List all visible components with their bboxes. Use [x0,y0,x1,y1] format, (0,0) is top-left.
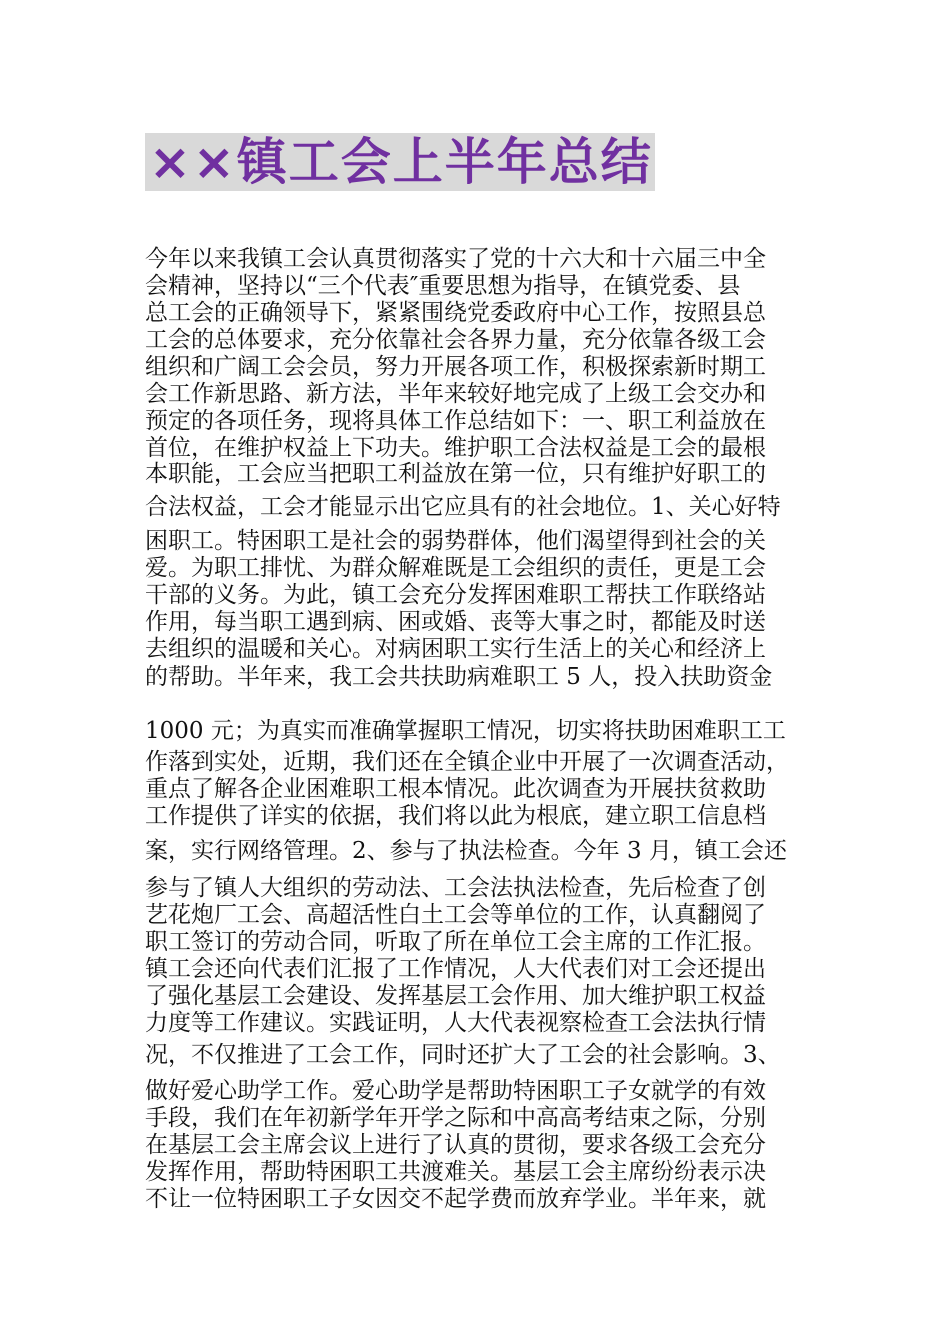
body-text-line: 做好爱心助学工作。爱心助学是帮助特困职工子女就学的有效 [145,1078,766,1104]
body-text-line: 了强化基层工会建设、发挥基层工会作用、加大维护职工权益 [145,983,766,1009]
body-text-line: 本职能，工会应当把职工利益放在第一位，只有维护好职工的 [145,461,766,487]
body-text-line: 参与了镇人大组织的劳动法、工会法执法检查，先后检查了创 [145,875,766,901]
body-text-line: 爱。为职工排忧、为群众解难既是工会组织的责任，更是工会 [145,555,766,581]
body-text-line: 干部的义务。为此，镇工会充分发挥困难职工帮扶工作联络站 [145,582,766,608]
body-text-line: 会工作新思路、新方法，半年来较好地完成了上级工会交办和 [145,381,766,407]
body-text-line: 去组织的温暖和关心。对病困职工实行生活上的关心和经济上 [145,636,766,662]
body-text-line: 预定的各项任务，现将具体工作总结如下：一、职工利益放在 [145,408,766,434]
body-text-line: 力度等工作建议。实践证明，人大代表视察检查工会法执行情 [145,1010,766,1036]
body-text-line: 不让一位特困职工子女因交不起学费而放弃学业。半年来，就 [145,1186,766,1212]
body-text-line: 重点了解各企业困难职工根本情况。此次调查为开展扶贫救助 [145,776,766,802]
body-text-line: 的帮助。半年来，我工会共扶助病难职工 5 人，投入扶助资金 [145,664,773,690]
body-text-line: 今年以来我镇工会认真贯彻落实了党的十六大和十六届三中全 [145,246,766,272]
body-text-line: 在基层工会主席会议上进行了认真的贯彻，要求各级工会充分 [145,1132,766,1158]
body-text-line: 总工会的正确领导下，紧紧围绕党委政府中心工作，按照县总 [145,300,766,326]
body-text-line: 职工签订的劳动合同，听取了所在单位工会主席的工作汇报。 [145,929,766,955]
body-text-line: 合法权益，工会才能显示出它应具有的社会地位。1、关心好特 [145,494,781,520]
document-title: ××镇工会上半年总结 [145,133,655,191]
body-text-line: 况，不仅推进了工会工作，同时还扩大了工会的社会影响。3、 [145,1042,781,1068]
body-text-line: 首位，在维护权益上下功夫。维护职工合法权益是工会的最根 [145,435,766,461]
body-text-line: 作落到实处，近期，我们还在全镇企业中开展了一次调查活动， [145,749,789,775]
body-text-line: 案，实行网络管理。2、参与了执法检查。今年 3 月，镇工会还 [145,838,787,864]
body-text-line: 作用，每当职工遇到病、困或婚、丧等大事之时，都能及时送 [145,609,766,635]
body-text-line: 镇工会还向代表们汇报了工作情况，人大代表们对工会还提出 [145,956,766,982]
body-text-line: 困职工。特困职工是社会的弱势群体，他们渴望得到社会的关 [145,528,766,554]
body-text-line: 组织和广阔工会会员，努力开展各项工作，积极探索新时期工 [145,354,766,380]
body-text-line: 1000 元；为真实而准确掌握职工情况，切实将扶助困难职工工 [145,718,786,744]
body-text-line: 工作提供了详实的依据，我们将以此为根底，建立职工信息档 [145,803,766,829]
body-text-line: 手段，我们在年初新学年开学之际和中高高考结束之际，分别 [145,1105,766,1131]
body-text-line: 艺花炮厂工会、高超活性白土工会等单位的工作，认真翻阅了 [145,902,766,928]
body-text-line: 工会的总体要求，充分依靠社会各界力量，充分依靠各级工会 [145,327,766,353]
body-text-line: 发挥作用，帮助特困职工共渡难关。基层工会主席纷纷表示决 [145,1159,766,1185]
body-text-line: 会精神，坚持以“三个代表″重要思想为指导，在镇党委、县 [145,273,741,299]
